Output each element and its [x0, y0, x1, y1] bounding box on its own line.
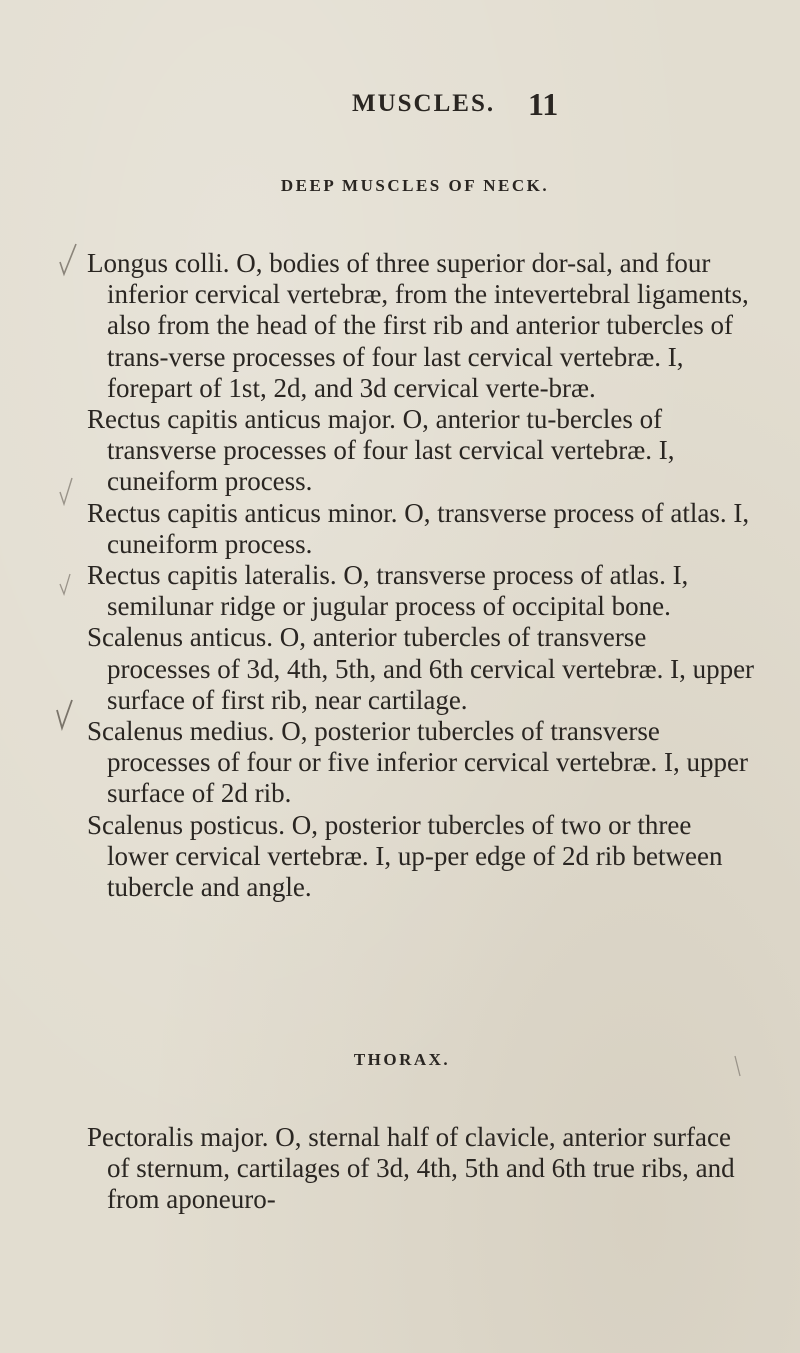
check-mark-icon — [60, 244, 76, 274]
entry-longus-colli: Longus colli. O, bodies of three superior dor-sal, and four inferior cervical vertebræ, from the intevertebral ligaments, also from the head of the first rib and anterior tubercles of trans-verse processes of four last cervical vertebræ. I, forepart of 1st, 2d, and 3d cervical verte-bræ. — [87, 248, 749, 403]
section-heading-thorax: THORAX. — [353, 1050, 451, 1069]
section-heading-deep-muscles-of-neck: DEEP MUSCLES OF NECK. — [280, 176, 550, 195]
entry-pectoralis-major: Pectoralis major. O, sternal half of clavicle, anterior surface of sternum, cartilages of 3d, 4th, 5th and 6th true ribs, and from aponeuro- — [87, 1122, 735, 1215]
entry-rectus-capitis-anticus-major: Rectus capitis anticus major. O, anterior tu-bercles of transverse processes of four last cervical vertebræ. I, cuneiform process. — [87, 404, 675, 497]
check-mark-icon — [57, 700, 72, 728]
running-head — [0, 86, 800, 126]
entry-scalenus-posticus: Scalenus posticus. O, posterior tubercles of two or three lower cervical vertebræ. I, up-per edge of 2d rib between tubercle and angle. — [87, 809, 723, 903]
entry-scalenus-medius: Scalenus medius. O, posterior tubercles of transverse processes of four or five inferior cervical vertebræ. I, upper surface of 2d rib. — [87, 716, 748, 809]
entry-rectus-capitis-anticus-minor: Rectus capitis anticus minor. O, transverse process of atlas. I, cuneiform process. — [87, 497, 750, 559]
running-title: MUSCLES. — [352, 90, 496, 117]
check-mark-icon — [60, 574, 70, 594]
page-number: 11 — [528, 86, 559, 122]
check-mark-icon — [60, 478, 72, 504]
entry-scalenus-anticus: Scalenus anticus. O, anterior tubercles of transverse processes of 3d, 4th, 5th, and 6th cervical vertebræ. I, upper surface of first rib, near cartilage. — [87, 622, 755, 715]
entry-rectus-capitis-lateralis: Rectus capitis lateralis. O, transverse process of atlas. I, semilunar ridge or jugular process of occipital bone. — [87, 560, 689, 622]
section-entries-thorax — [87, 1122, 755, 1216]
section-entries-neck — [87, 248, 755, 903]
